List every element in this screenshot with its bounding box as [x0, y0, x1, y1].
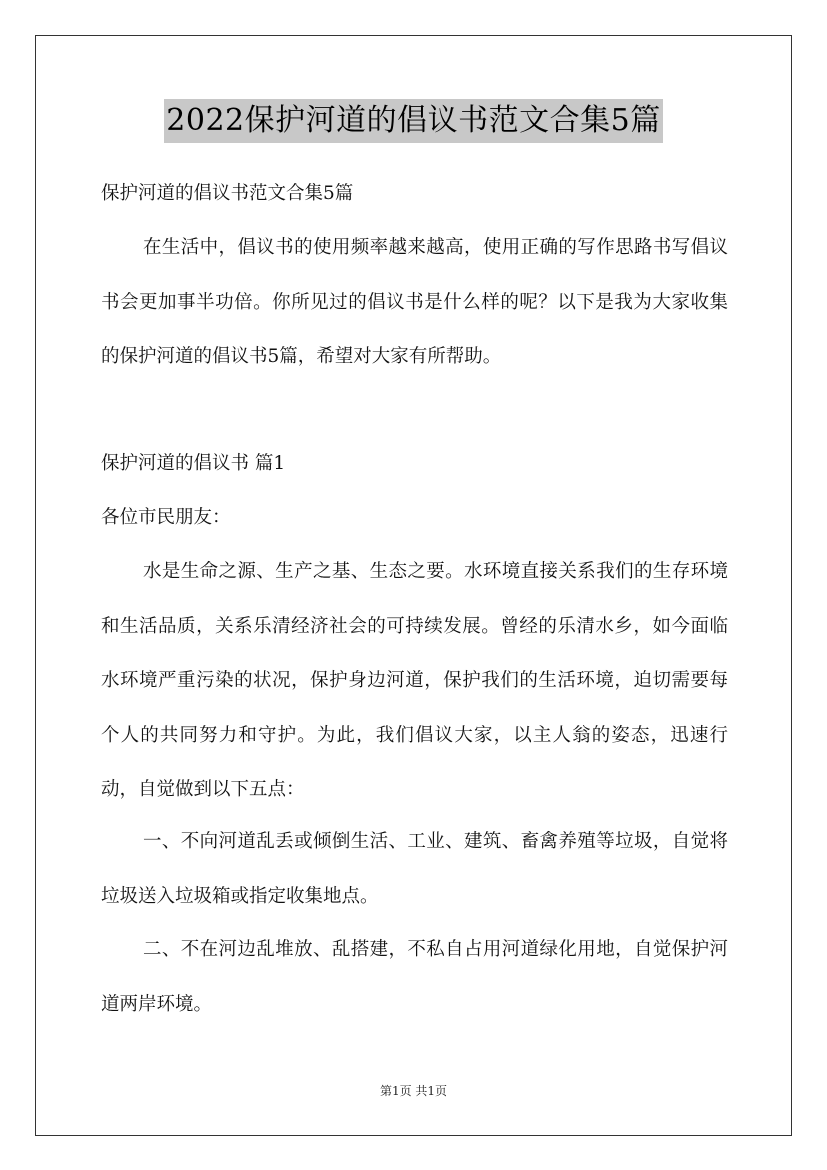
intro-paragraph: 在生活中，倡议书的使用频率越来越高，使用正确的写作思路书写倡议书会更加事半功倍。你所见过的倡议书是什么样的呢？以下是我为大家收集的保护河道的倡议书5篇，希望对大家有所帮助。 — [101, 237, 728, 367]
body-paragraph-3: 二、不在河边乱堆放、乱搭建，不私自占用河道绿化用地，自觉保护河道两岸环境。 — [101, 939, 728, 1015]
section-heading: 保护河道的倡议书 篇1 — [101, 453, 286, 474]
document-title: 2022保护河道的倡议书范文合集5篇 — [164, 99, 662, 143]
document-subtitle: 保护河道的倡议书范文合集5篇 — [101, 183, 354, 204]
title-container — [0, 99, 827, 143]
salutation: 各位市民朋友： — [101, 507, 231, 528]
body-paragraph-1: 水是生命之源、生产之基、生态之要。水环境直接关系我们的生存环境和生活品质，关系乐清经济社会的可持续发展。曾经的乐清水乡，如今面临水环境严重污染的状况，保护身边河道，保护我们的生活环境，迫切需要每个人的共同努力和守护。为此，我们倡议大家，以主人翁的姿态，迅速行动，自觉做到以下五点： — [101, 561, 728, 800]
page-footer: 第1页 共1页 — [379, 1084, 448, 1098]
body-paragraph-2: 一、不向河道乱丢或倾倒生活、工业、建筑、畜禽养殖等垃圾，自觉将垃圾送入垃圾箱或指定收集地点。 — [101, 831, 728, 907]
